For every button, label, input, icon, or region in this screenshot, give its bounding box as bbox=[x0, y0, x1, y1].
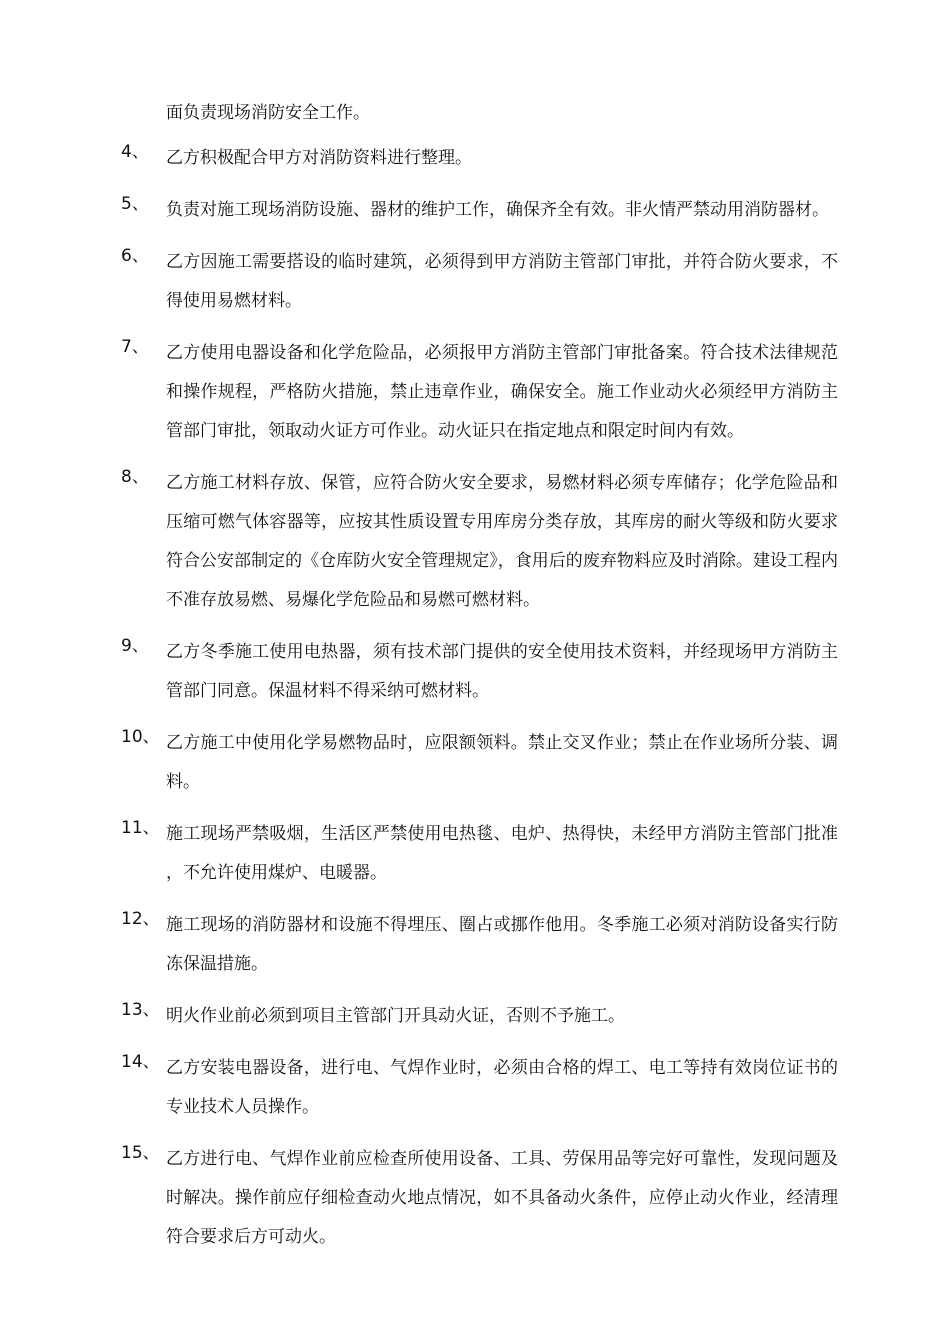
list-item-6 bbox=[0, 243, 950, 321]
item-text: 负责对施工现场消防设施、器材的维护工作，确保齐全有效。非火情严禁动用消防器材。 bbox=[166, 200, 829, 220]
list-item-5 bbox=[0, 191, 950, 230]
list-item-12 bbox=[0, 906, 950, 984]
item-number: 13、 bbox=[121, 1000, 160, 1020]
list-item-13 bbox=[0, 997, 950, 1036]
continuation-paragraph: 面负责现场消防安全工作。 bbox=[166, 103, 370, 123]
item-number: 4、 bbox=[121, 142, 149, 162]
list-item-4 bbox=[0, 139, 950, 178]
item-number: 11、 bbox=[121, 818, 160, 838]
item-number: 8、 bbox=[121, 467, 149, 487]
list-item-7 bbox=[0, 334, 950, 451]
list-item-15 bbox=[0, 1140, 950, 1257]
list-item-10 bbox=[0, 724, 950, 802]
numbered-list bbox=[0, 139, 950, 1270]
item-text: 乙方施工中使用化学易燃物品时，应限额领料。禁止交叉作业；禁止在作业场所分装、调料。 bbox=[166, 733, 838, 792]
list-item-11 bbox=[0, 815, 950, 893]
item-number: 10、 bbox=[121, 727, 160, 747]
item-text: 施工现场严禁吸烟，生活区严禁使用电热毯、电炉、热得快，未经甲方消防主管部门批准，不允许使用煤炉、电暖器。 bbox=[166, 824, 838, 883]
item-number: 7、 bbox=[121, 337, 149, 357]
item-text: 乙方施工材料存放、保管，应符合防火安全要求，易燃材料必须专库储存；化学危险品和压缩可燃气体容器等，应按其性质设置专用库房分类存放，其库房的耐火等级和防火要求符合公安部制定的《仓库防火安全管理规定》，食用后的废弃物料应及时消除。建设工程内不准存放易燃、易爆化学危险品和易燃可燃材料。 bbox=[166, 473, 838, 610]
list-item-8 bbox=[0, 464, 950, 620]
item-number: 6、 bbox=[121, 246, 149, 266]
item-text: 明火作业前必须到项目主管部门开具动火证，否则不予施工。 bbox=[166, 1006, 625, 1026]
item-number: 12、 bbox=[121, 909, 160, 929]
list-item-9 bbox=[0, 633, 950, 711]
item-number: 15、 bbox=[121, 1143, 160, 1163]
item-text: 乙方因施工需要搭设的临时建筑，必须得到甲方消防主管部门审批，并符合防火要求，不得使用易燃材料。 bbox=[166, 252, 838, 311]
item-number: 14、 bbox=[121, 1052, 160, 1072]
item-text: 乙方安装电器设备，进行电、气焊作业时，必须由合格的焊工、电工等持有效岗位证书的专业技术人员操作。 bbox=[166, 1058, 838, 1117]
item-text: 施工现场的消防器材和设施不得埋压、圈占或挪作他用。冬季施工必须对消防设备实行防冻保温措施。 bbox=[166, 915, 838, 974]
item-number: 9、 bbox=[121, 636, 149, 656]
item-text: 乙方进行电、气焊作业前应检查所使用设备、工具、劳保用品等完好可靠性，发现问题及时解决。操作前应仔细检查动火地点情况，如不具备动火条件，应停止动火作业，经清理符合要求后方可动火。 bbox=[166, 1149, 838, 1247]
list-item-14 bbox=[0, 1049, 950, 1127]
item-text: 乙方使用电器设备和化学危险品，必须报甲方消防主管部门审批备案。符合技术法律规范和操作规程，严格防火措施，禁止违章作业，确保安全。施工作业动火必须经甲方消防主管部门审批，领取动火证方可作业。动火证只在指定地点和限定时间内有效。 bbox=[166, 343, 838, 441]
item-text: 乙方冬季施工使用电热器，须有技术部门提供的安全使用技术资料，并经现场甲方消防主管部门同意。保温材料不得采纳可燃材料。 bbox=[166, 642, 838, 701]
item-text: 乙方积极配合甲方对消防资料进行整理。 bbox=[166, 148, 472, 168]
item-number: 5、 bbox=[121, 194, 149, 214]
